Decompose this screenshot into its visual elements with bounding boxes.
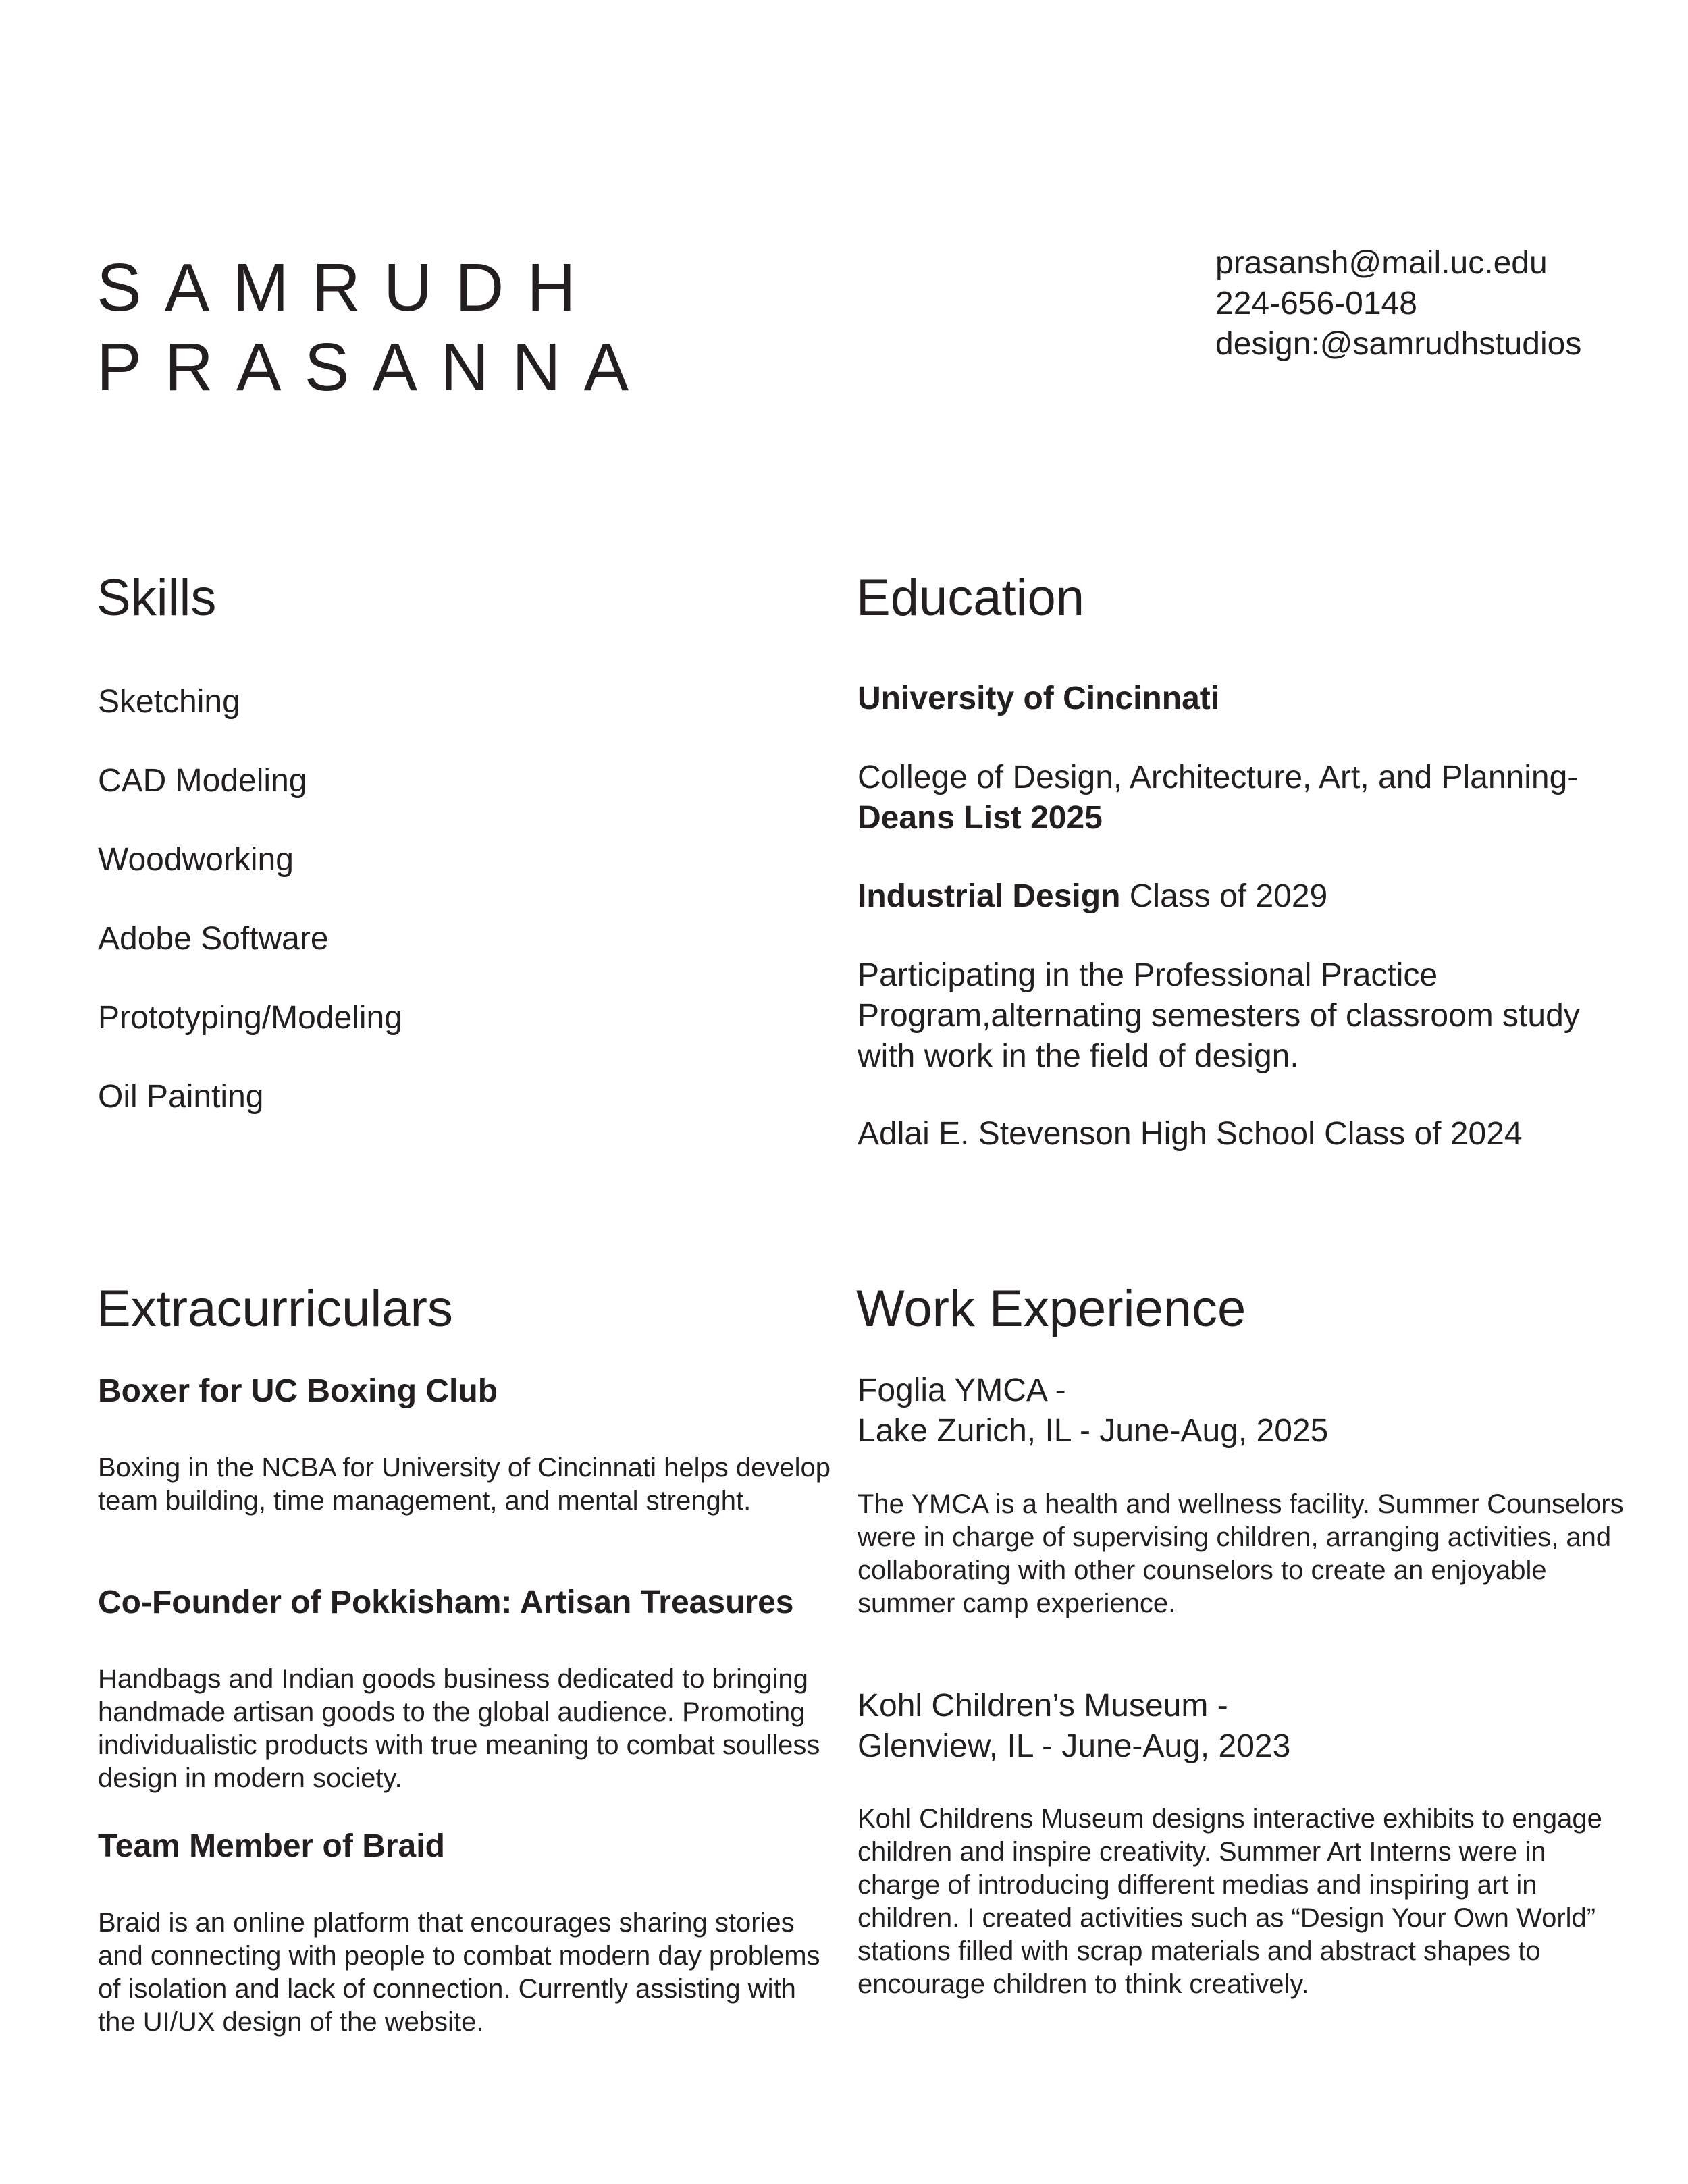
email[interactable]: prasansh@mail.uc.edu [1215,245,1548,281]
education-title: Education [856,569,1085,627]
work-body: The YMCA is a health and wellness facility. Summer Counselors were in charge of supervising children, arranging activities, and collaborating with other counselors to create an enjoyable summer camp experience. [858,1489,1624,1618]
skill-item: CAD Modeling [98,763,307,799]
first-name: SAMRUDH [97,250,599,325]
design-handle[interactable]: design:@samrudhstudios [1215,326,1582,362]
skill-item: Oil Painting [98,1079,264,1115]
extracurricular-heading: Co-Founder of Pokkisham: Artisan Treasures [98,1584,794,1620]
employer: Kohl Children’s Museum - [858,1688,1228,1724]
skill-item: Sketching [98,684,240,720]
contact-block [1215,243,1581,365]
major-name: Industrial Design [858,878,1121,914]
extracurricular-body: Boxing in the NCBA for University of Cincinnati helps develop team building, time management, and mental strenght. [98,1453,830,1516]
last-name: PRASANNA [97,329,652,405]
work-entry-header [858,1686,1620,1767]
extracurricular-heading: Team Member of Braid [98,1828,445,1864]
skill-item: Woodworking [98,842,294,878]
skill-item: Prototyping/Modeling [98,1000,402,1036]
work-body: Kohl Childrens Museum designs interactive exhibits to engage children and inspire creativity. Summer Art Interns were in charge of introducing different medias and inspiring art in children. I created activities such as “Design Your Own World” stations filled with scrap materials and abstract shapes to encourage children to think creatively. [858,1804,1602,1999]
extracurricular-body: Handbags and Indian goods business dedicated to bringing handmade artisan goods to the global audience. Promoting individualistic products with true meaning to combat soulless design in modern society. [98,1664,820,1793]
major [858,876,1620,917]
extracurricular-body: Braid is an online platform that encourages sharing stories and connecting with people to combat modern day problems of isolation and lack of connection. Currently assisting with the UI/UX design of the website. [98,1908,820,2037]
work-title: Work Experience [856,1280,1246,1337]
location-dates: Lake Zurich, IL - June-Aug, 2025 [858,1413,1329,1449]
university: University of Cincinnati [858,681,1220,716]
work-entry-header [858,1370,1620,1451]
program: Participating in the Professional Practice Program,alternating semesters of classroom study with work in the field of design. [858,957,1580,1074]
class-of: Class of 2029 [1129,878,1328,914]
high-school: Adlai E. Stevenson High School Class of 2024 [858,1116,1523,1152]
college [858,757,1620,838]
employer: Foglia YMCA - [858,1373,1066,1408]
deans-list: Deans List 2025 [858,800,1103,836]
phone[interactable]: 224-656-0148 [1215,286,1417,321]
skill-item: Adobe Software [98,921,329,957]
skills-title: Skills [97,569,217,627]
extracurriculars-title: Extracurriculars [97,1280,453,1337]
location-dates: Glenview, IL - June-Aug, 2023 [858,1728,1291,1764]
extracurricular-heading: Boxer for UC Boxing Club [98,1373,498,1409]
college-name: College of Design, Architecture, Art, and Planning- [858,760,1579,795]
